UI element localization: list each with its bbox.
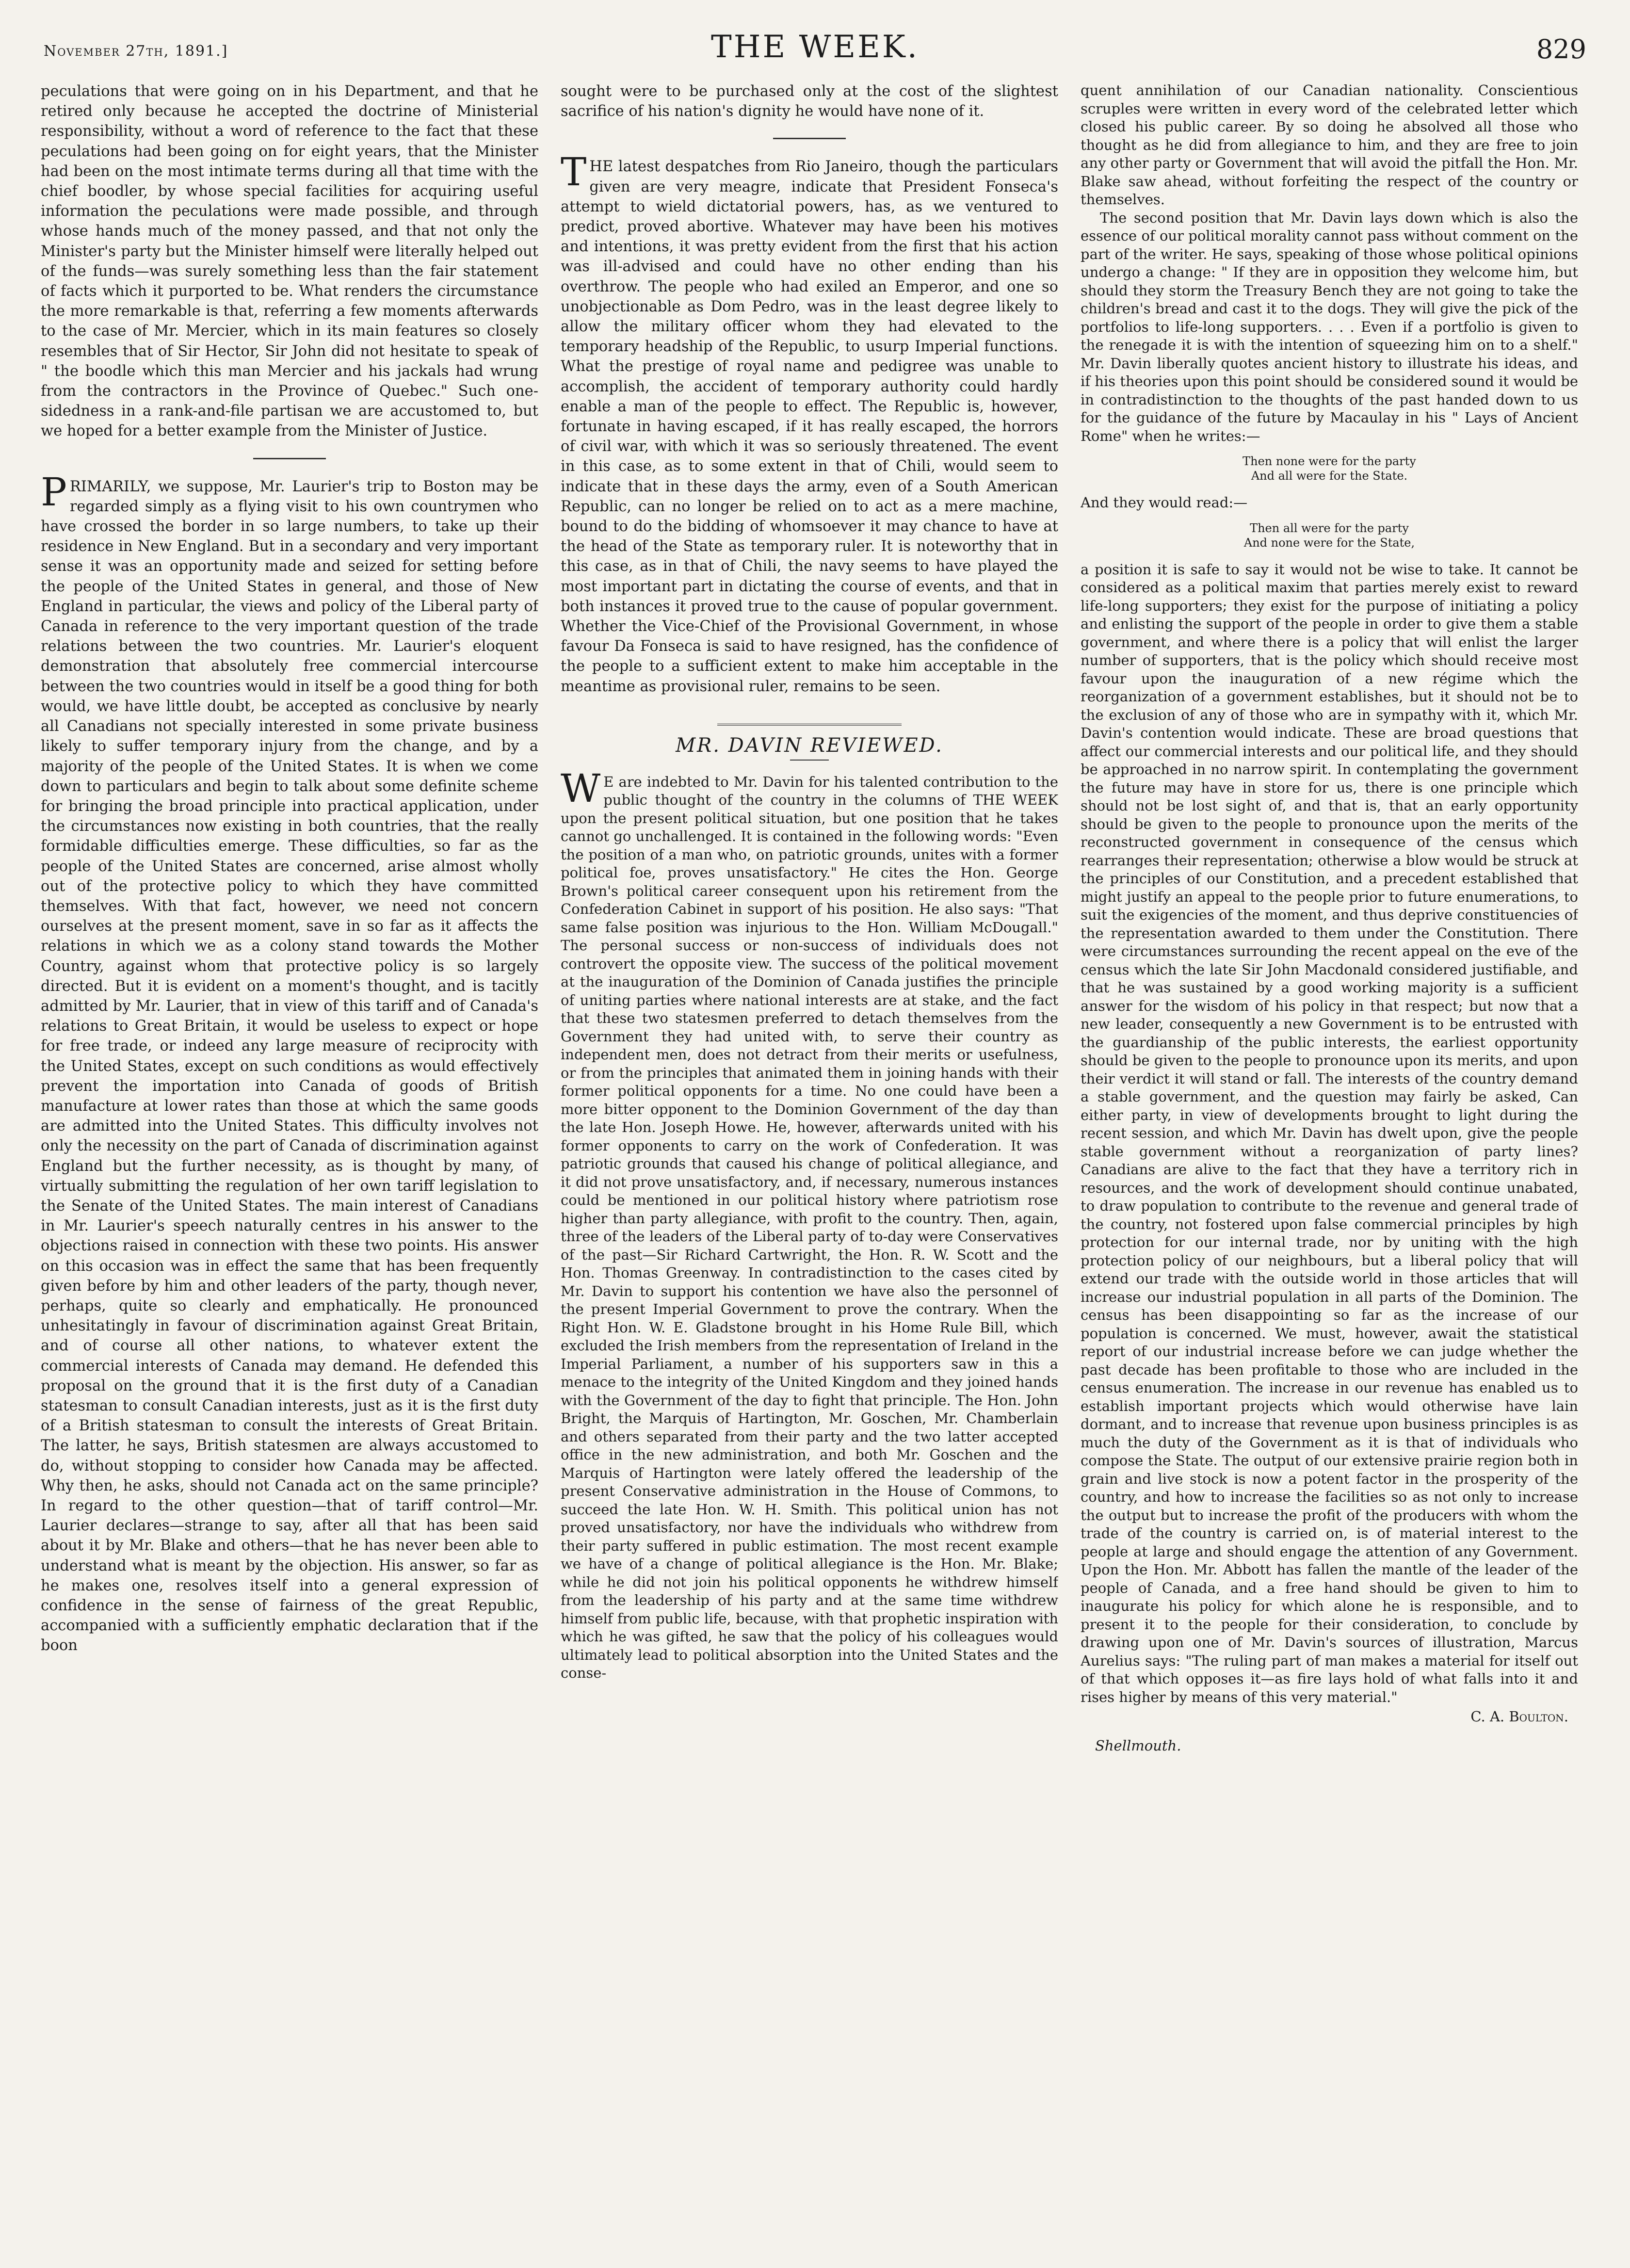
column-1 [41,81,538,1754]
section-divider [773,138,846,139]
verse-quote-2 [1081,521,1578,550]
author-location: Shellmouth. [1095,1737,1181,1754]
paragraph-rio-janeiro: THE latest despatches from Rio Janeiro, though the particulars given are very meagre, indicate that President Fonseca's attempt to wield dictatorial powers, has, as we ventured to predict, proved abortive. Whatever may have been his motives and intentions, it was pretty evident from the first that his action was ill-advised and could have no other ending than his overthrow. The people who had exiled an Emperor, and one so unobjectionable as Dom Pedro, was in the least degree likely to allow the military officer whom they had elevated to the temporary headship of the Republic, to usurp Imperial functions. What the prestige of royal name and pedigree was unable to accomplish, the accident of temporary authority could hardly enable a man of the people to effect. The Republic is, however, fortunate in having escaped, if it has really escaped, the horrors of civil war, with which it was so seriously threatened. The event in this case, as to some extent in that of Chili, would seem to indicate that in these days the army, even of a South American Republic, can no longer be relied on to act as a mere machine, bound to do the bidding of whomsoever it may chance to have at the head of the State as temporary ruler. It is noteworthy that in this case, as in that of Chili, the navy seems to have played the most important part in dictating the course of events, and that in both instances it proved true to the cause of popular government. Whether the Vice-Chief of the Provisional Government, in whose favour Da Fonseca is said to have resigned, has the confidence of the people to a sufficient extent to make him acceptable in the meantime as provisional ruler, remains to be seen. [561,149,1058,695]
article-title: MR. DAVIN REVIEWED. [676,734,943,757]
page-header [41,23,1589,77]
paragraph-peculations: peculations that were going on in his Department, and that he retired only because he accepted the doctrine of Ministerial responsibility, without a word of reference to the fact that these peculations had been going on for eight years, that the Minister had been on the most intimate terms during all that time with the chief boodler, by whose special facilities for acquiring useful information the peculations were made possible, and through whose hands much of the money passed, and that not only the Minister's party but the Minister himself were literally helped out of the funds—was surely something less than the fair statement of facts which it purported to be. What renders the circumstance the more remarkable is that, referring a few moments afterwards to the case of Mr. Mercier, which in its main features so closely resembles that of Sir Hector, Sir John did not hesitate to speak of " the boodle which this man Mercier and his jackals had wrung from the contractors in the Province of Quebec." Such one-sidedness in a rank-and-file partisan we are accustomed to, but we hoped for a better example from the Minister of Justice. [41,83,538,440]
verse-line: Then all were for the party [1250,521,1409,535]
paragraph-boon-continued: sought were to be purchased only at the cost of the slightest sacrifice of his nation's dignity he would have none of it. [561,83,1058,120]
title-underline [790,760,829,761]
paragraph-stable-government: a position it is safe to say it would not be wise to take. It cannot be considered as a political maxim that parties merely exist to reward life-long supporters; they exist for the purpose of initiating a policy and enlisting the support of the people in order to give them a stable government, and where there is a policy that will enlist the larger number of supporters, that is the policy which should receive most favour upon the inauguration of a new régime which the reorganization of a government establishes, but it should not be to the exclusion of any of those who are in sympathy with it, which Mr. Davin's contention would indicate. These are broad questions that affect our commercial interests and our political life, and they should be approached in no narrow spirit. In contemplating the government the future may have in store for us, there is one principle which should not be lost sight of, and that is, that an early opportunity should be given to the people to pronounce upon the merits of the reconstructed government in consequence of the census which rearranges their representation; otherwise a blow would be struck at the principles of our Constitution, and a precedent established that might justify an appeal to the people prior to future enumerations, to suit the exigencies of the moment, and thus deprive constituencies of the representation awarded to them under the Constitution. There were circumstances surrounding the recent appeal on the eve of the census which the late Sir John Macdonald considered justifiable, and that he was sustained by a good working majority is a sufficient answer for the wisdom of his policy in that respect; but now that a new leader, consequently a new Government is to be entrusted with the guardianship of the public interests, the earliest opportunity should be given to the people to pronounce upon its merits, and upon their verdict it will stand or fall. The interests of the country demand a stable government, and the question may fairly be asked, Can either party, in view of developments brought to light during the recent session, and which Mr. Davin has dwelt upon, give the people stable government without a reorganization of party lines? Canadians are alive to the fact that they have a territory rich in resources, and the work of development should continue unabated, to draw population to contribute to the revenue and general trade of the country, not fostered upon false commercial principles by high protection for our internal trade, nor by uniting with the high protection policy of our neighbours, but a liberal policy that will extend our trade with the outside world in those articles that will increase our industrial population in all parts of the Dominion. The census has been disappointing so far as the increase of our population is concerned. We must, however, await the statistical report of our industrial increase before we can judge whether the past decade has been profitable to those who are included in the census enumeration. The increase in our revenue has enabled us to establish important projects which would otherwise have lain dormant, and to increase that revenue upon business principles is as much the duty of the Government as it is that of individuals who compose the State. The output of our extensive prairie region both in grain and live stock is now a potent factor in the prosperity of the country, and how to increase the facilities so as not only to increase the output but to increase the profit of the producers with whom the trade of the country is carried on, is of material interest to the people at large and should engage the attention of any Government. Upon the Hon. Mr. Abbott has fallen the mantle of the leader of the people of Canada, and a free hand should be given to him to inaugurate his policy for which alone he is responsible, and to present it to the people for their consideration, to conclude by drawing upon one of Mr. Davin's sources of illustration, Marcus Aurelius says: "The ruling part of man makes a material for itself out of that which opposes it—as fire lays hold of what falls into it and rises higher by means of this very material." [1081,561,1578,1705]
paragraph-second-position: The second position that Mr. Davin lays down which is also the essence of our political morality cannot pass without comment on the part of the writer. He says, speaking of those whose political opinions undergo a change: " If they are in opposition they welcome him, but should they storm the Treasury Bench they are not going to take the children's bread and cast it to the dogs. They will give the pick of the portfolios to life-long supporters. . . . Even if a portfolio is given to the renegade it is with the intention of squeezing him on to a shelf." Mr. Davin liberally quotes ancient history to illustrate his ideas, and if his theories upon this point should be considered sound it would be in contradistinction to the thoughts of the past handed down to us for the guidance of the future by Macaulay in his " Lays of Ancient Rome" when he writes:— [1081,209,1578,444]
issue-date: November 27th, 1891.] [44,43,228,60]
verse-line: Then none were for the party [1243,454,1416,468]
paragraph-nationality: quent annihilation of our Canadian nationality. Conscientious scruples were written in every word of the celebrated letter which closed his public career. By so doing he absolved all those who thought as he did from allegiance to him, and they are free to join any other party or Government that will avoid the pitfall the Hon. Mr. Blake saw ahead, without forfeiting the respect of the country or themselves. [1081,82,1578,208]
paragraph-laurier-boston: PRIMARILY, we suppose, Mr. Laurier's trip to Boston may be regarded simply as a flying visit to his own countrymen who have crossed the border in so large numbers, to take up their residence in New England. But in a secondary and very important sense it was an opportunity made and seized for setting before the people of the United States in general, and those of New England in particular, the views and policy of the Liberal party of Canada in reference to the very important question of the trade relations between the two countries. Mr. Laurier's eloquent demonstration that absolutely free commercial intercourse between the two countries would in itself be a good thing for both would, we have little doubt, be accepted as conclusive by nearly all Canadians not specially interested in some private business likely to suffer temporary injury from the change, and by a majority of the people of the United States. It is when we come down to particulars and begin to talk about some definite scheme for bringing the broad principle into practical application, under the circumstances now existing in both countries, that the really formidable difficulties emerge. These difficulties, so far as the people of the United States are concerned, arise almost wholly out of the protective policy to which they have committed themselves. With that fact, however, we need not concern ourselves at the present moment, save in so far as it affects the relations in which we as a colony stand towards the Mother Country, against whom that protective policy is so largely directed. But it is evident on a moment's thought, and is tacitly admitted by Mr. Laurier, that in view of this tariff and of Canada's relations to Great Britain, it would be useless to expect or hope for free trade, or indeed any large measure of reciprocity with the United States, except on such conditions as would effectively prevent the importation into Canada of goods of British manufacture at lower rates than those at which the same goods are admitted into the United States. This difficulty involves not only the necessity on the part of Canada of discrimination against England but the further necessity, as is thought by many, of virtually submitting the regulation of her own tariff legislation to the Senate of the United States. The main interest of Canadians in Mr. Laurier's speech naturally centres in his answer to the objections raised in connection with these two points. His answer on this occasion was in effect the same that has been frequently given before by him and other leaders of the party, though never, perhaps, quite so clearly and emphatically. He pronounced unhesitatingly in favour of discrimination against Great Britain, and of course all other nations, to whatever extent the commercial interests of Canada may demand. He defended this proposal on the ground that it is the first duty of a Canadian statesman to consult Canadian interests, just as it is the first duty of a British statesman to consult the interests of Great Britain. The latter, he says, British statesmen are always accustomed to do, without stopping to consider how Canada may be affected. Why then, he asks, should not Canada act on the same principle? In regard to the other question—that of tariff control—Mr. Laurier declares—strange to say, after all that has been said about it by Mr. Blake and others—that he has never been able to understand what is meant by the objection. His answer, so far as he makes one, resolves itself into a general expression of confidence in the sense of fairness of the great Republic, accompanied with a sufficiently emphatic declaration that if the boon [41,469,538,1654]
verse-line: And all were for the State. [1251,469,1408,483]
column-2 [561,81,1058,1754]
masthead-title: THE WEEK. [711,29,919,65]
paragraph-davin-reviewed: WE are indebted to Mr. Davin for his talented contribution to the public thought of the country in the columns of THE WEEK upon the present political situation, but one position that he takes cannot go unchallenged. It is contained in the following words: "Even the position of a man who, on patriotic grounds, unites with a former political foe, proves unsatisfactory." He cites the Hon. George Brown's political career consequent upon his retirement from the Confederation Cabinet in support of his position. He also says: "That same false position was injurious to the Hon. William McDougall." The personal success or non-success of individuals does not controvert the opposite view. The success of the political movement at the inauguration of the Dominion of Canada justifies the principle of uniting parties where national interests are at stake, and the fact that these two statesmen preferred to detach themselves from the Government they had united with, to serve their country as independent men, does not detract from their merits or usefulness, or from the principles that animated them in joining hands with their former political opponents for a time. No one could have been a more bitter opponent to the Dominion Government of the day than the late Hon. Joseph Howe. He, however, afterwards united with his former opponents to carry on the work of Confederation. It was patriotic grounds that caused his change of political allegiance, and it did not prove unsatisfactory, and, if necessary, numerous instances could be mentioned in our political history where patriotism rose higher than party allegiance, with profit to the country. Then, again, three of the leaders of the Liberal party of to-day were Conservatives of the past—Sir Richard Cartwright, the Hon. R. W. Scott and the Hon. Thomas Greenway. In contradistinction to the cases cited by Mr. Davin to support his contention we have also the personnel of the present Imperial Government to prove the contrary. When the Right Hon. W. E. Gladstone brought in his Home Rule Bill, which excluded the Irish members from the representation of Ireland in the Imperial Parliament, a number of his supporters saw in this a menace to the integrity of the United Kingdom and they joined hands with the Government of the day to fight that principle. The Hon. John Bright, the Marquis of Hartington, Mr. Goschen, Mr. Chamberlain and others separated from their party and the two latter accepted office in the new administration, and both Mr. Goschen and the Marquis of Hartington were lately offered the leadership of the present Conservative administration in the House of Commons, to succeed the late Hon. W. H. Smith. This political union has not proved unsatisfactory, nor have the individuals who withdrew from their party suffered in public estimation. The most recent example we have of a change of political allegiance is the Hon. Mr. Blake; while he did not join his political opponents he withdrew himself from the leadership of his party and at the same time withdrew himself from public life, because, with that prophetic inspiration with which he was gifted, he saw that the policy of his colleagues would ultimately lead to political absorption into the United States and the conse- [561,765,1058,1682]
verse-quote-1 [1081,454,1578,483]
author-signature: C. A. Boulton. [1470,1708,1568,1725]
article-divider [717,724,902,726]
page-number: 829 [1536,34,1586,65]
article-columns [41,81,1589,1754]
verse-line: And none were for the State, [1243,535,1415,550]
column-3 [1081,81,1578,1754]
section-divider [253,458,326,459]
paragraph-they-would-read: And they would read:— [1081,494,1248,511]
